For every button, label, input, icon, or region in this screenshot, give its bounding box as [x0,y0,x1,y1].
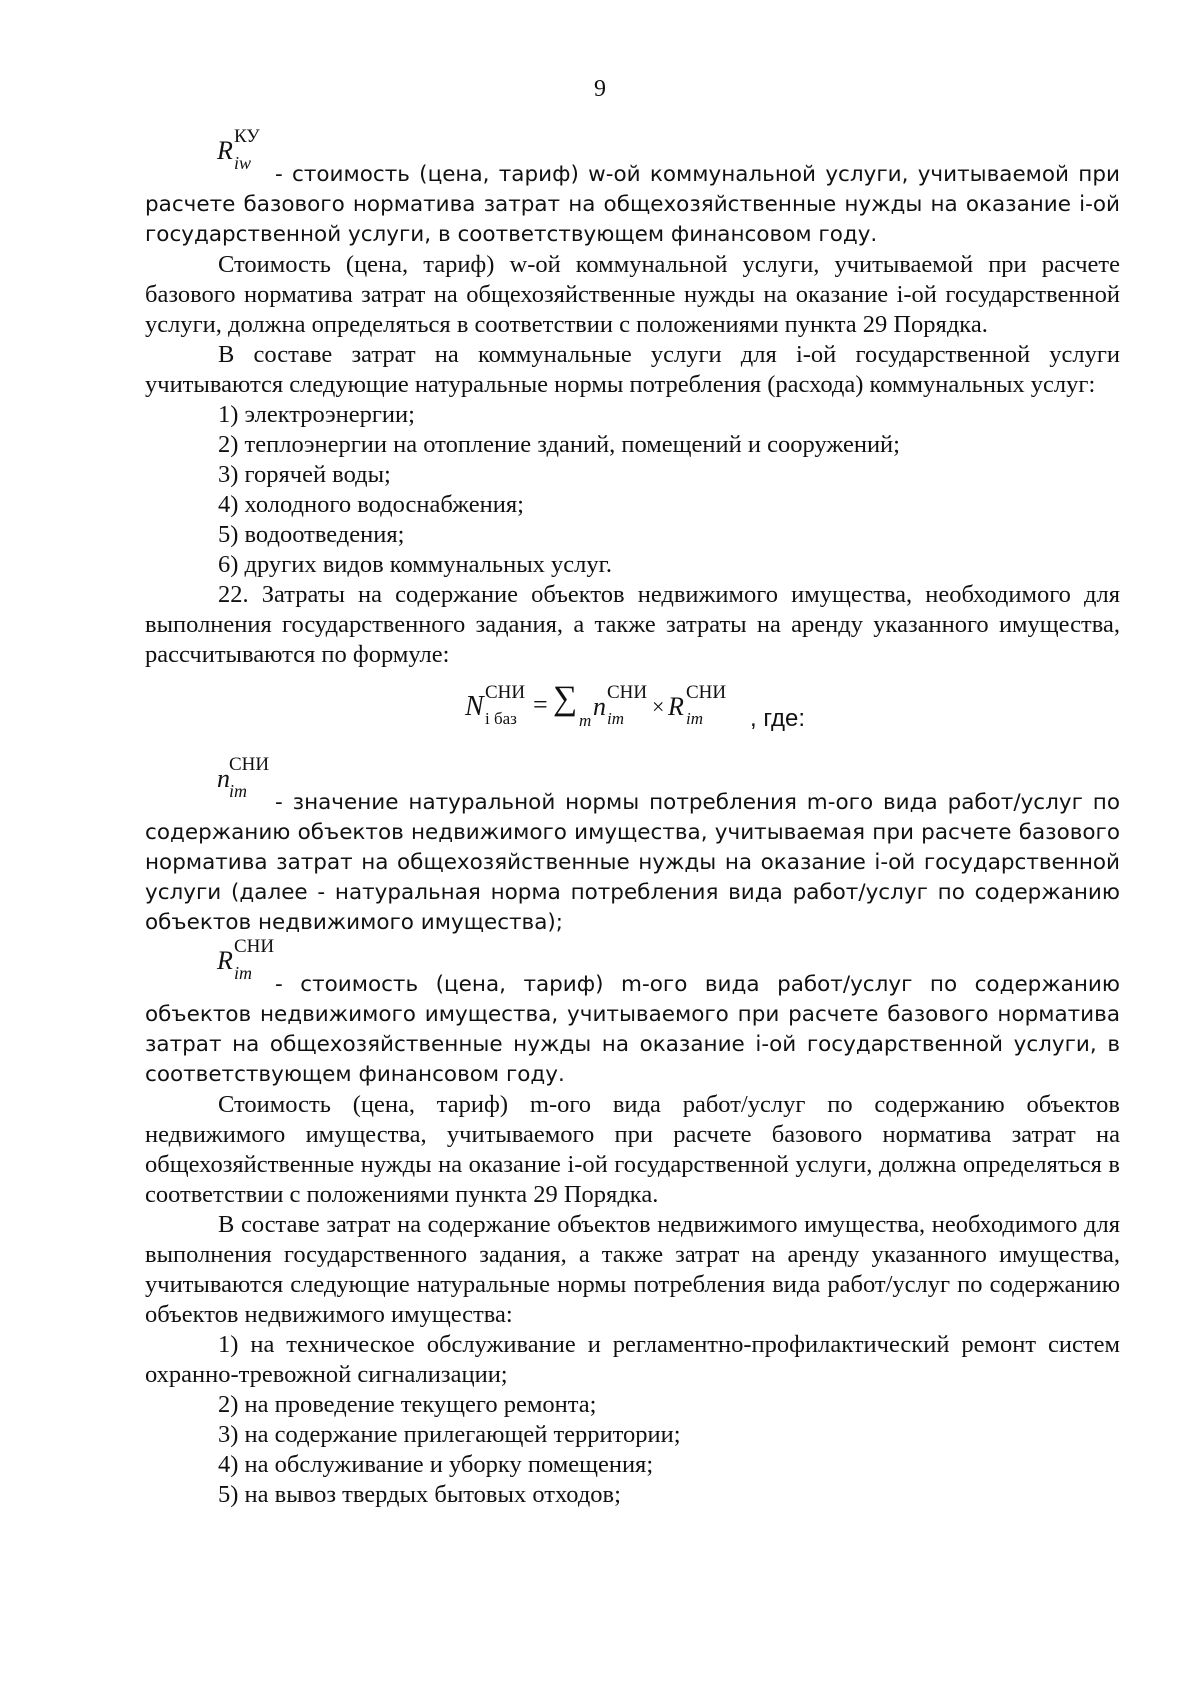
paragraph: Стоимость (цена, тариф) w-ой коммунальной услуги, учитываемой при расчете базового норматива затрат на общехозяйственные нужды на оказание i-ой государственной услуги, должна определяться в соответствии с положениями пункта 29 Порядка. [145,251,1120,338]
symbol-r-ku [145,126,1120,173]
list-item: 5) на вывоз твердых бытовых отходов; [218,1481,621,1508]
paragraph: В составе затрат на содержание объектов недвижимого имущества, необходимого для выполнения государственного задания, а также затрат на аренду указанного имущества, учитываются следующие натуральные нормы потребления вида работ/услуг по содержанию объектов недвижимого имущества: [145,1211,1120,1328]
formula-times: × [652,694,665,719]
formula-equals: = [533,690,548,719]
list-item: 3) на содержание прилегающей территории; [218,1421,681,1448]
symbol-r-sni [145,936,1120,983]
paragraph-22: 22. Затраты на содержание объектов недвижимого имущества, необходимого для выполнения государственного задания, а также затраты на аренду указанного имущества, рассчитываются по формуле: [145,581,1120,668]
list-item: 2) на проведение текущего ремонта; [218,1391,597,1418]
symbol-subscript: im [229,781,247,801]
formula-sum: ∑ [553,680,578,717]
list-item: 6) других видов коммунальных услуг. [218,551,613,578]
list-item: 1) электроэнергии; [218,401,415,428]
formula-line [145,680,1120,738]
symbol-main: R [217,946,233,975]
symbol-main: n [217,764,230,793]
symbol-main: R [217,136,233,165]
symbol-n-sni [145,754,1120,801]
variable-definition-n-sni [145,756,1120,938]
formula-where: , где: [750,705,806,732]
formula-n-sup: СНИ [607,682,648,703]
paragraph: Стоимость (цена, тариф) m-ого вида работ/услуг по содержанию объектов недвижимого имущества, учитываемого при расчете базового норматива затрат на общехозяйственные нужды на оказание i-ой государственной услуги, должна определяться в соответствии с положениями пункта 29 Порядка. [145,1091,1120,1208]
list-item: 2) теплоэнергии на отопление зданий, помещений и сооружений; [218,431,900,458]
symbol-superscript: СНИ [229,754,270,775]
list-item: 4) холодного водоснабжения; [218,491,524,518]
page-number: 9 [594,76,606,102]
symbol-subscript: iw [234,153,252,173]
formula-lhs-sup: СНИ [485,682,526,703]
list-item: 5) водоотведения; [218,521,405,548]
symbol-superscript: СНИ [234,936,275,957]
formula-sum-sub: m [579,711,592,730]
variable-description: - стоимость (цена, тариф) w-ой коммунальной услуги, учитываемой при расчете базового норматива затрат на общехозяйственные нужды на оказание i-ой государственной услуги, в соответствующем финансовом году. [145,162,1120,247]
formula-r-sub: im [686,709,703,728]
formula-lhs-sub: i баз [485,709,517,728]
list-item: 4) на обслуживание и уборку помещения; [218,1451,654,1478]
formula-lhs-symbol: N [465,691,484,722]
list-item: 1) на техническое обслуживание и регламентно-профилактический ремонт систем охранно-тревожной сигнализации; [145,1331,1120,1388]
paragraph: В составе затрат на коммунальные услуги для i-ой государственной услуги учитываются следующие натуральные нормы потребления (расхода) коммунальных услуг: [145,341,1120,398]
list-item: 3) горячей воды; [218,461,391,488]
variable-description: - значение натуральной нормы потребления m-ого вида работ/услуг по содержанию объектов недвижимого имущества, учитываемая при расчете базового норматива затрат на общехозяйственные нужды на оказание i-ой государственной услуги (далее - натуральная норма потребления вида работ/услуг по содержанию объектов недвижимого имущества); [145,790,1120,935]
formula-r-sup: СНИ [686,682,727,703]
symbol-superscript: КУ [234,126,260,147]
variable-description: - стоимость (цена, тариф) m-ого вида работ/услуг по содержанию объектов недвижимого имущества, учитываемого при расчете базового норматива затрат на общехозяйственные нужды на оказание i-ой государственной услуги, в соответствующем финансовом году. [145,972,1120,1087]
variable-definition-r-sni [145,938,1120,1090]
formula-r-symbol: R [668,692,684,721]
document-body [145,128,1120,1510]
formula-n-symbol: n [593,692,606,721]
formula [465,680,785,730]
formula-n-sub: im [607,709,624,728]
variable-definition-r-ku [145,128,1120,250]
symbol-subscript: im [234,963,252,983]
